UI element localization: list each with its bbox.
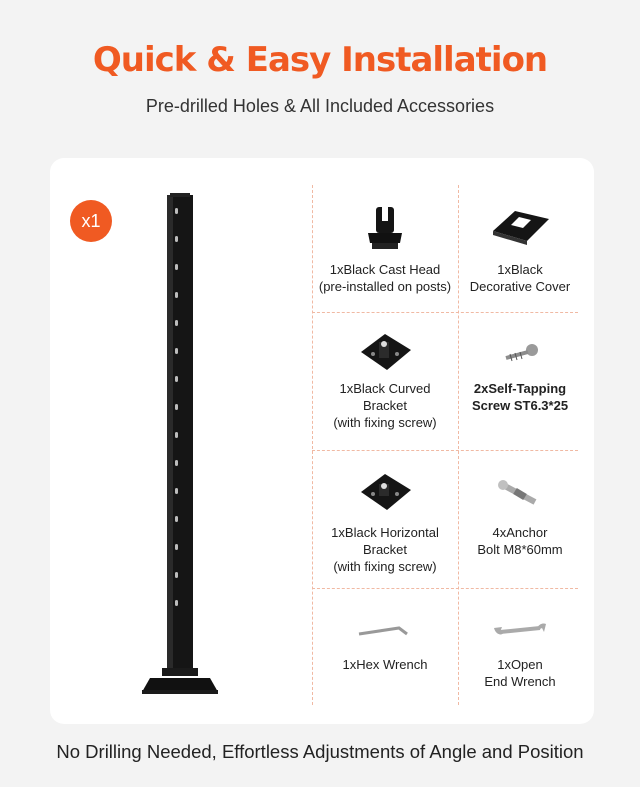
- accessory-label-line: Bolt M8*60mm: [477, 542, 563, 557]
- cast-head-icon: [360, 203, 410, 258]
- accessory-label-line: 1xHex Wrench: [342, 657, 428, 672]
- accessory-label-line: Decorative Cover: [469, 279, 571, 294]
- self-tapping-screw-icon: [500, 338, 540, 373]
- page-title: Quick & Easy Installation: [92, 40, 548, 80]
- accessory-label-line: 2xSelf-Tapping: [473, 381, 567, 396]
- accessory-item: [458, 450, 582, 588]
- accessory-label-line: (with fixing screw): [333, 559, 437, 574]
- accessory-label-line: (with fixing screw): [333, 415, 437, 430]
- accessory-item: [458, 185, 582, 312]
- accessory-label-line: End Wrench: [484, 674, 556, 689]
- accessory-label: [458, 380, 582, 414]
- accessory-label: [312, 261, 458, 295]
- hex-wrench-icon: [355, 620, 415, 645]
- accessory-item: [312, 588, 458, 708]
- accessory-label: [458, 261, 582, 295]
- accessory-item: [312, 450, 458, 588]
- accessory-item: [312, 185, 458, 312]
- accessory-label-line: 1xBlack Horizontal: [331, 525, 439, 540]
- accessory-label-line: 1xBlack Cast Head: [329, 262, 441, 277]
- quantity-badge: x1: [70, 200, 112, 242]
- accessory-item: [312, 312, 458, 450]
- accessory-label-line: Bracket: [362, 398, 408, 413]
- accessory-label-line: Bracket: [362, 542, 408, 557]
- accessory-label: [312, 380, 458, 431]
- accessory-label-line: 1xOpen: [497, 657, 543, 672]
- accessory-item: [458, 588, 582, 708]
- open-end-wrench-icon: [490, 620, 550, 645]
- accessory-label: [312, 524, 458, 575]
- accessory-label-line: 1xBlack Curved: [339, 381, 431, 396]
- decorative-cover-icon: [485, 203, 555, 254]
- anchor-bolt-icon: [495, 478, 545, 515]
- footer-caption: No Drilling Needed, Effortless Adjustments of Angle and Position: [56, 741, 584, 762]
- page-subtitle: Pre-drilled Holes & All Included Accessories: [145, 96, 495, 116]
- accessory-label-line: (pre-installed on posts): [318, 279, 452, 294]
- post-image: [140, 190, 240, 705]
- accessory-label-line: 1xBlack: [497, 262, 543, 277]
- accessory-label: [458, 656, 582, 690]
- accessory-label-line: 4xAnchor: [492, 525, 548, 540]
- horizontal-bracket-icon: [355, 470, 415, 525]
- accessory-label: [458, 524, 582, 558]
- accessory-item: [458, 312, 582, 450]
- accessory-label: [312, 656, 458, 673]
- curved-bracket-icon: [355, 330, 415, 385]
- accessory-label-line: Screw ST6.3*25: [471, 398, 569, 413]
